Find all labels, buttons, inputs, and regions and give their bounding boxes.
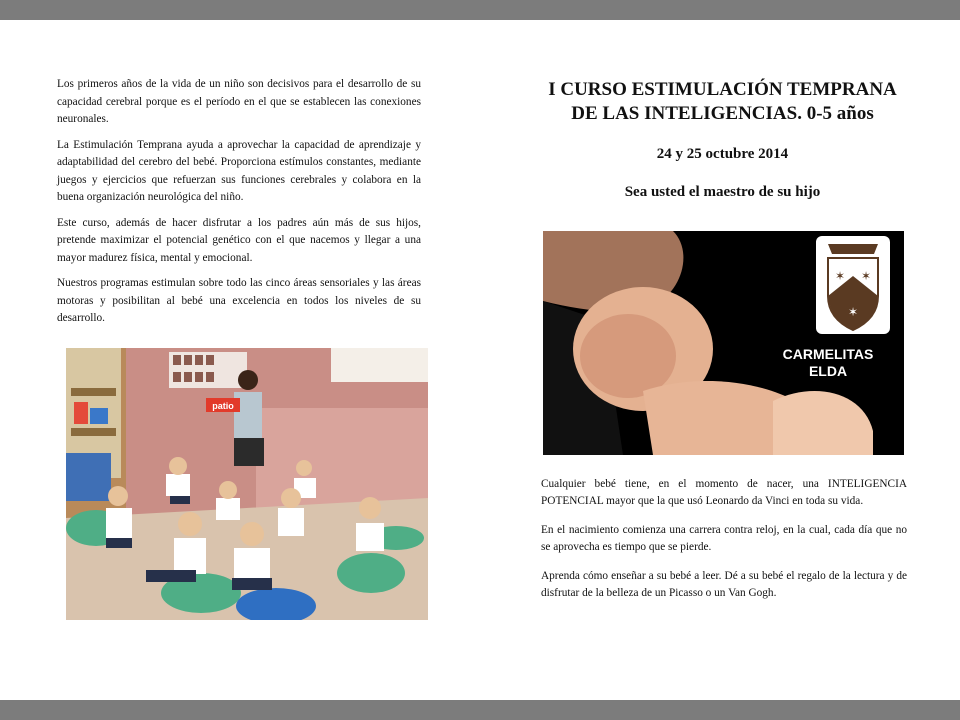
svg-text:✶: ✶ — [847, 305, 859, 319]
brand-line-2: ELDA — [808, 363, 848, 379]
right-paragraph-1: Cualquier bebé tiene, en el momento de nacer, una INTELIGENCIA POTENCIAL mayor que la que usó Leonardo da Vinci en toda su vida. — [541, 478, 907, 507]
right-page-text — [541, 476, 907, 614]
course-date: 24 y 25 octubre 2014 — [656, 146, 789, 162]
course-title-line-1: I CURSO ESTIMULACIÓN TEMPRANA — [548, 79, 897, 100]
left-paragraph-3: Este curso, además de hacer disfrutar a los padres aún más de sus hijos, pretende maximizar el potencial genético con el que nacemos y llegar a una mayor madurez física, mental y emocional. — [57, 216, 421, 264]
svg-text:✶: ✶ — [834, 269, 846, 283]
left-paragraph-4: Nuestros programas estimulan sobre todo las cinco áreas sensoriales y las áreas motoras y posibilitan al bebé una excelencia en todos los niveles de su desarrollo. — [57, 277, 421, 324]
left-page-text — [57, 76, 421, 336]
right-paragraph-2: En el nacimiento comienza una carrera contra reloj, en la cual, cada día que no se aprovecha es tiempo que se pierde. — [541, 524, 907, 553]
right-paragraph-3: Aprenda cómo enseñar a su bebé a leer. Dé a su bebé el regalo de la lectura y de disfrutar de la belleza de un Picasso o un Van Gogh. — [541, 570, 907, 599]
top-frame-bar — [0, 0, 960, 20]
left-paragraph-1: Los primeros años de la vida de un niño son decisivos para el desarrollo de su capacidad cerebral porque es el período en el que se establecen las conexiones neuronales. — [57, 78, 421, 125]
course-title — [520, 78, 925, 126]
brand-line-1: CARMELITAS — [782, 346, 874, 362]
left-paragraph-2: La Estimulación Temprana ayuda a aprovechar la capacidad de aprendizaje y adaptabilidad del cerebro del bebé. Proporciona estímulos constantes, mediante juegos y ejercicios que refuerzan sus funciones cerebrales y colabora en la buena organización neurológica del niño. — [57, 138, 421, 203]
course-slogan: Sea usted el maestro de su hijo — [624, 184, 821, 200]
patio-sign-text: patio — [212, 401, 234, 411]
classroom-illustration — [66, 348, 428, 620]
carmelitas-crest-icon — [816, 236, 890, 334]
classroom-photo — [66, 348, 428, 620]
brand-label — [772, 346, 884, 380]
bottom-frame-bar — [0, 700, 960, 720]
svg-text:✶: ✶ — [860, 269, 872, 283]
course-title-line-2: DE LAS INTELIGENCIAS. 0-5 años — [571, 103, 874, 124]
